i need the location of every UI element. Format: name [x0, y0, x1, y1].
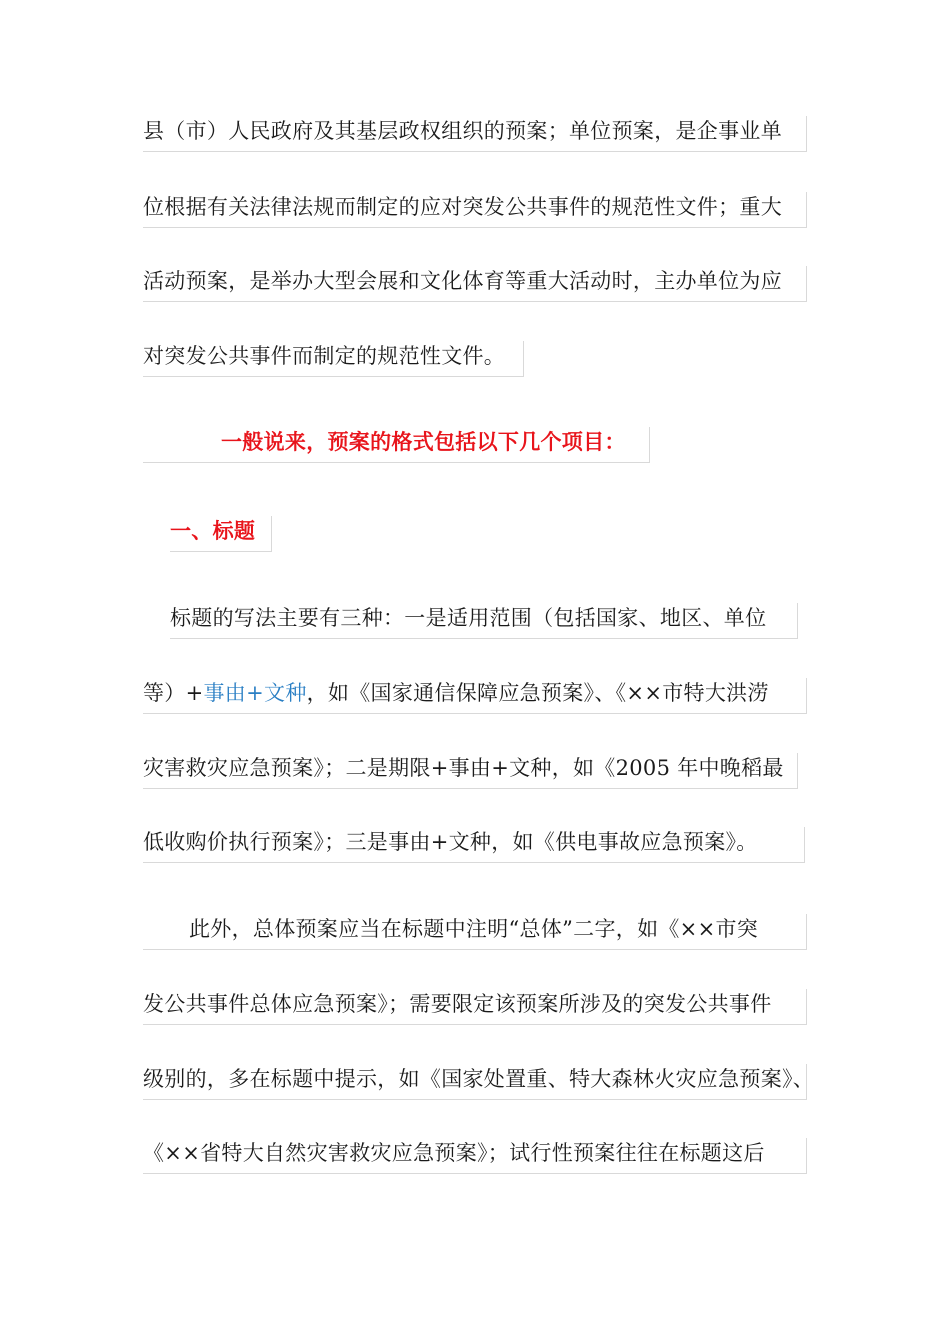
text-line: 标题的写法主要有三种：一是适用范围（包括国家、地区、单位 [170, 603, 798, 639]
text-line: 级别的，多在标题中提示，如《国家处置重、特大森林火灾应急预案》、 [143, 1064, 807, 1100]
highlight-segment: 事由 [203, 681, 247, 705]
section-heading: 一、标题 [170, 516, 272, 552]
text-segment: 等）+ [143, 681, 204, 705]
text-segment: ，如《国家通信保障应急预案》、《××市特大洪涝 [306, 681, 769, 705]
highlight-segment: 文种 [264, 681, 307, 705]
text-line: 发公共事件总体应急预案》；需要限定该预案所涉及的突发公共事件 [143, 989, 807, 1025]
text-line: 活动预案，是举办大型会展和文化体育等重大活动时，主办单位为应 [143, 266, 807, 302]
text-line: 低收购价执行预案》；三是事由+文种，如《供电事故应急预案》。 [143, 827, 805, 863]
main-heading: 一般说来，预案的格式包括以下几个项目： [143, 427, 650, 463]
text-line: 对突发公共事件而制定的规范性文件。 [143, 341, 524, 377]
highlight-segment: + [246, 681, 265, 705]
text-line: 灾害救灾应急预案》；二是期限+事由+文种，如《2005 年中晚稻最 [143, 753, 798, 789]
text-line: 县（市）人民政府及其基层政权组织的预案；单位预案，是企事业单 [143, 116, 807, 152]
text-line: 位根据有关法律法规而制定的应对突发公共事件的规范性文件；重大 [143, 192, 807, 228]
text-line: 此外，总体预案应当在标题中注明“总体”二字，如《××市突 [143, 914, 807, 950]
text-line: 《××省特大自然灾害救灾应急预案》；试行性预案往往在标题这后 [143, 1138, 807, 1174]
text-line-mixed [143, 678, 807, 714]
